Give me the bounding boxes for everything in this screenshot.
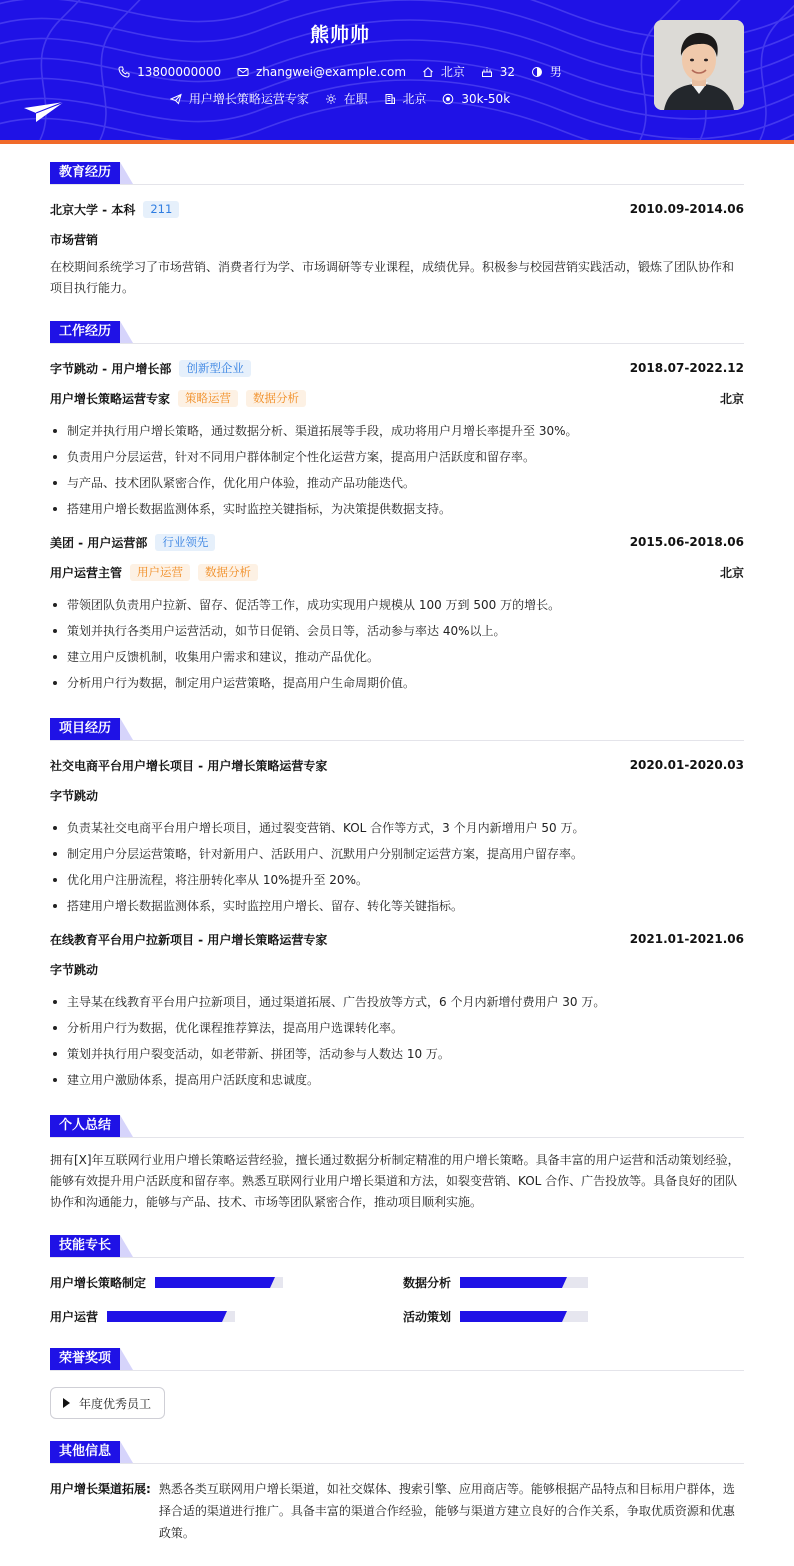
project-name: 社交电商平台用户增长项目 - 用户增长策略运营专家 bbox=[50, 758, 328, 773]
project-row bbox=[50, 929, 744, 949]
skill-item bbox=[50, 1306, 403, 1326]
project-org-row bbox=[50, 959, 744, 979]
role-tag: 用户运营 bbox=[130, 564, 190, 581]
company-name: 字节跳动 - 用户增长部 bbox=[50, 361, 172, 376]
section-title: 项目经历 bbox=[50, 718, 120, 740]
major-row bbox=[50, 229, 744, 249]
role-row bbox=[50, 388, 744, 408]
bullet-item: 优化用户注册流程，将注册转化率从 10%提升至 20%。 bbox=[50, 867, 744, 893]
project-date: 2020.01-2020.03 bbox=[629, 758, 744, 772]
project-bullets bbox=[50, 989, 744, 1093]
bullet-item: 策划并执行用户裂变活动，如老带新、拼团等，活动参与人数达 10 万。 bbox=[50, 1041, 744, 1067]
paper-plane-icon bbox=[24, 100, 64, 124]
company-row bbox=[50, 358, 744, 378]
skill-level-fill bbox=[107, 1311, 222, 1322]
skill-item bbox=[403, 1272, 744, 1292]
school-tag: 211 bbox=[143, 201, 179, 218]
building-icon bbox=[384, 93, 396, 105]
skill-name: 数据分析 bbox=[403, 1275, 452, 1290]
work-entry bbox=[50, 532, 744, 696]
other-info-item bbox=[50, 1478, 744, 1544]
project-entry bbox=[50, 755, 744, 919]
summary-text: 拥有[X]年互联网行业用户增长策略运营经验，擅长通过数据分析制定精准的用户增长策略。具备丰富的用户运营和活动策划经验，能够有效提升用户活跃度和留存率。熟悉互联网行业用户增长渠道和方法，如裂变营销、KOL 合作、广告投放等。具备良好的团队协作和沟通能力，能够与产品、技术、市场等团队紧密合作，推动项目顺利实施。 bbox=[50, 1153, 740, 1209]
position-text: 用户增长策略运营专家 bbox=[188, 92, 309, 106]
section-header bbox=[50, 321, 744, 344]
work-city-text: 北京 bbox=[402, 92, 427, 106]
email-item bbox=[237, 65, 406, 79]
skills-grid bbox=[50, 1272, 744, 1326]
education-date: 2010.09-2014.06 bbox=[629, 202, 744, 216]
company-name: 美团 - 用户运营部 bbox=[50, 535, 148, 550]
project-entry bbox=[50, 929, 744, 1093]
bullet-item: 负责某社交电商平台用户增长项目，通过裂变营销、KOL 合作等方式，3 个月内新增用户 50 万。 bbox=[50, 815, 744, 841]
project-org-row bbox=[50, 785, 744, 805]
bullet-item: 搭建用户增长数据监测体系，实时监控用户增长、留存、转化等关键指标。 bbox=[50, 893, 744, 919]
cake-icon bbox=[481, 66, 493, 78]
project-bullets bbox=[50, 815, 744, 919]
skill-name: 用户运营 bbox=[50, 1309, 99, 1324]
city-item bbox=[422, 63, 465, 80]
education-header-row bbox=[50, 199, 744, 219]
phone-icon bbox=[118, 66, 130, 78]
skill-name: 用户增长策略制定 bbox=[50, 1275, 147, 1290]
work-bullets bbox=[50, 418, 744, 522]
email-text: zhangwei@example.com bbox=[255, 64, 407, 79]
bullet-item: 制定并执行用户增长策略，通过数据分析、渠道拓展等手段，成功将用户月增长率提升至 30%。 bbox=[50, 418, 744, 444]
section-title: 其他信息 bbox=[50, 1441, 120, 1463]
section-header bbox=[50, 162, 744, 185]
section-header bbox=[50, 1235, 744, 1258]
skill-level-fill bbox=[460, 1277, 562, 1288]
settings-icon bbox=[325, 93, 337, 105]
other-section bbox=[50, 1441, 744, 1544]
work-date: 2018.07-2022.12 bbox=[629, 361, 744, 375]
major-name: 市场营销 bbox=[50, 232, 99, 247]
section-header bbox=[50, 1441, 744, 1464]
section-header bbox=[50, 718, 744, 741]
job-intent-row bbox=[0, 90, 680, 108]
city-text: 北京 bbox=[440, 65, 465, 79]
section-header bbox=[50, 1115, 744, 1138]
work-entry bbox=[50, 358, 744, 522]
project-section bbox=[50, 718, 744, 1093]
skill-level-bar bbox=[107, 1311, 235, 1322]
work-city-item bbox=[384, 90, 427, 107]
bullet-item: 带领团队负责用户拉新、留存、促活等工作，成功实现用户规模从 100 万到 500 万的增长。 bbox=[50, 592, 744, 618]
work-date: 2015.06-2018.06 bbox=[629, 535, 744, 549]
project-org: 字节跳动 bbox=[50, 788, 99, 803]
section-title: 技能专长 bbox=[50, 1235, 120, 1257]
skill-item bbox=[403, 1306, 744, 1326]
position-item bbox=[170, 90, 309, 107]
bullet-item: 分析用户行为数据，制定用户运营策略，提高用户生命周期价值。 bbox=[50, 670, 744, 696]
resume-body bbox=[50, 162, 744, 1566]
skill-name: 活动策划 bbox=[403, 1309, 452, 1324]
candidate-name: 熊帅帅 bbox=[309, 24, 370, 46]
school-name: 北京大学 - 本科 bbox=[50, 202, 136, 217]
role-name: 用户增长策略运营专家 bbox=[50, 391, 171, 406]
resume-header bbox=[0, 0, 794, 140]
header-accent-line bbox=[0, 140, 794, 144]
age-text: 32 bbox=[499, 64, 516, 79]
skill-level-fill bbox=[460, 1311, 562, 1322]
gender-icon bbox=[531, 66, 543, 78]
skill-level-bar bbox=[460, 1311, 588, 1322]
mail-icon bbox=[237, 66, 249, 78]
other-info-value: 熟悉各类互联网用户增长渠道，如社交媒体、搜索引擎、应用商店等。能够根据产品特点和目标用户群体，选择合适的渠道进行推广。具备丰富的渠道合作经验，能够与渠道方建立良好的合作关系，争取优质资源和优惠政策。 bbox=[158, 1482, 735, 1540]
role-tag: 数据分析 bbox=[198, 564, 258, 581]
phone-text: 13800000000 bbox=[137, 64, 222, 79]
skill-level-bar bbox=[460, 1277, 588, 1288]
bullet-item: 建立用户反馈机制，收集用户需求和建议，推动产品优化。 bbox=[50, 644, 744, 670]
send-icon bbox=[170, 93, 182, 105]
triangle-right-icon bbox=[63, 1398, 70, 1408]
project-org: 字节跳动 bbox=[50, 962, 99, 977]
role-tag: 策略运营 bbox=[178, 390, 238, 407]
status-text: 在职 bbox=[343, 92, 368, 106]
bullet-item: 制定用户分层运营策略，针对新用户、活跃用户、沉默用户分别制定运营方案，提高用户留存率。 bbox=[50, 841, 744, 867]
bullet-item: 与产品、技术团队紧密合作，优化用户体验，推动产品功能迭代。 bbox=[50, 470, 744, 496]
age-item bbox=[481, 65, 515, 79]
company-tag: 创新型企业 bbox=[179, 360, 251, 377]
bullet-item: 分析用户行为数据，优化课程推荐算法，提高用户选课转化率。 bbox=[50, 1015, 744, 1041]
coin-icon bbox=[442, 93, 454, 105]
education-section bbox=[50, 162, 744, 299]
award-badge bbox=[50, 1387, 165, 1419]
salary-item bbox=[442, 92, 510, 106]
company-row bbox=[50, 532, 744, 552]
bullet-item: 负责用户分层运营，针对不同用户群体制定个性化运营方案，提高用户活跃度和留存率。 bbox=[50, 444, 744, 470]
skill-level-bar bbox=[155, 1277, 283, 1288]
gender-item bbox=[531, 63, 562, 80]
phone-item bbox=[118, 65, 221, 79]
other-info-key: 用户增长渠道拓展: bbox=[50, 1482, 151, 1496]
role-name: 用户运营主管 bbox=[50, 565, 123, 580]
portrait-image bbox=[654, 20, 744, 110]
role-tag: 数据分析 bbox=[246, 390, 306, 407]
section-title: 教育经历 bbox=[50, 162, 120, 184]
project-date: 2021.01-2021.06 bbox=[629, 932, 744, 946]
work-bullets bbox=[50, 592, 744, 696]
section-title: 荣誉奖项 bbox=[50, 1348, 120, 1370]
work-section bbox=[50, 321, 744, 696]
company-tag: 行业领先 bbox=[155, 534, 215, 551]
skill-level-fill bbox=[155, 1277, 270, 1288]
award-name: 年度优秀员工 bbox=[79, 1396, 152, 1411]
home-icon bbox=[422, 66, 434, 78]
bullet-item: 主导某在线教育平台用户拉新项目，通过渠道拓展、广告投放等方式，6 个月内新增付费用户 30 万。 bbox=[50, 989, 744, 1015]
bullet-item: 策划并执行各类用户运营活动，如节日促销、会员日等，活动参与率达 40%以上。 bbox=[50, 618, 744, 644]
gender-text: 男 bbox=[549, 65, 562, 79]
section-header bbox=[50, 1348, 744, 1371]
work-city: 北京 bbox=[719, 565, 744, 580]
honors-section bbox=[50, 1348, 744, 1419]
role-row bbox=[50, 562, 744, 582]
skills-section bbox=[50, 1235, 744, 1326]
education-description: 在校期间系统学习了市场营销、消费者行为学、市场调研等专业课程，成绩优异。积极参与校园营销实践活动，锻炼了团队协作和项目执行能力。 bbox=[50, 260, 735, 295]
project-name: 在线教育平台用户拉新项目 - 用户增长策略运营专家 bbox=[50, 932, 328, 947]
work-city: 北京 bbox=[719, 391, 744, 406]
summary-section bbox=[50, 1115, 744, 1213]
section-title: 工作经历 bbox=[50, 321, 120, 343]
avatar-photo bbox=[654, 20, 744, 110]
bullet-item: 建立用户激励体系，提高用户活跃度和忠诚度。 bbox=[50, 1067, 744, 1093]
contact-info-row bbox=[0, 63, 680, 81]
bullet-item: 搭建用户增长数据监测体系，实时监控关键指标，为决策提供数据支持。 bbox=[50, 496, 744, 522]
skill-item bbox=[50, 1272, 403, 1292]
project-row bbox=[50, 755, 744, 775]
status-item bbox=[325, 90, 368, 107]
section-title: 个人总结 bbox=[50, 1115, 120, 1137]
salary-text: 30k-50k bbox=[461, 91, 511, 106]
